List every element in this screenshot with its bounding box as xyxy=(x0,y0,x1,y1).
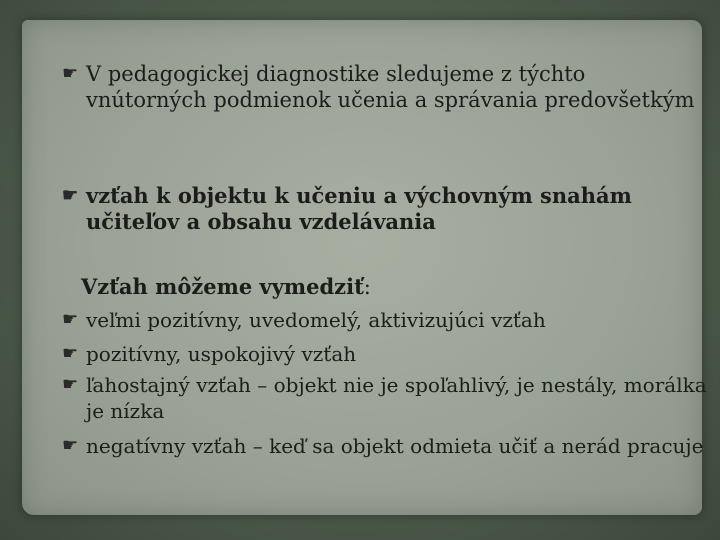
bullet-item-vztah-k-objektu xyxy=(62,183,646,235)
heading-colon: : xyxy=(363,275,371,299)
bullet-item-velmi-pozitivny xyxy=(62,307,720,333)
hand-pointing-right-icon: ☛ xyxy=(62,343,79,364)
hand-pointing-right-icon: ☛ xyxy=(62,309,79,330)
bullet-text: vzťah k objektu k učeniu a výchovným snahám učiteľov a obsahu vzdelávania xyxy=(86,183,632,234)
bullet-item-diagnostika xyxy=(62,61,706,113)
bullet-text: V pedagogickej diagnostike sledujeme z týchto vnútorných podmienok učenia a správania predovšetkým xyxy=(86,62,695,112)
bullet-text: negatívny vzťah – keď sa objekt odmieta učiť a nerád pracuje xyxy=(86,434,704,458)
hand-pointing-right-icon: ☛ xyxy=(62,374,79,395)
hand-pointing-right-icon: ☛ xyxy=(62,435,79,456)
bullet-text: pozitívny, uspokojivý vzťah xyxy=(86,342,357,366)
bullet-item-lahostajny xyxy=(62,372,720,424)
hand-pointing-right-icon: ☛ xyxy=(62,63,79,84)
hand-pointing-right-icon: ☛ xyxy=(62,185,79,206)
bullet-item-pozitivny xyxy=(62,341,720,367)
bullet-text: veľmi pozitívny, uvedomelý, aktivizujúci vzťah xyxy=(86,308,546,332)
heading-text: Vzťah môžeme vymedziť xyxy=(81,274,364,299)
section-heading xyxy=(81,274,371,300)
bullet-text: ľahostajný vzťah – objekt nie je spoľahlivý, je nestály, morálka je nízka xyxy=(86,373,707,423)
bullet-item-negativny xyxy=(62,433,720,459)
slide-card xyxy=(22,20,707,515)
